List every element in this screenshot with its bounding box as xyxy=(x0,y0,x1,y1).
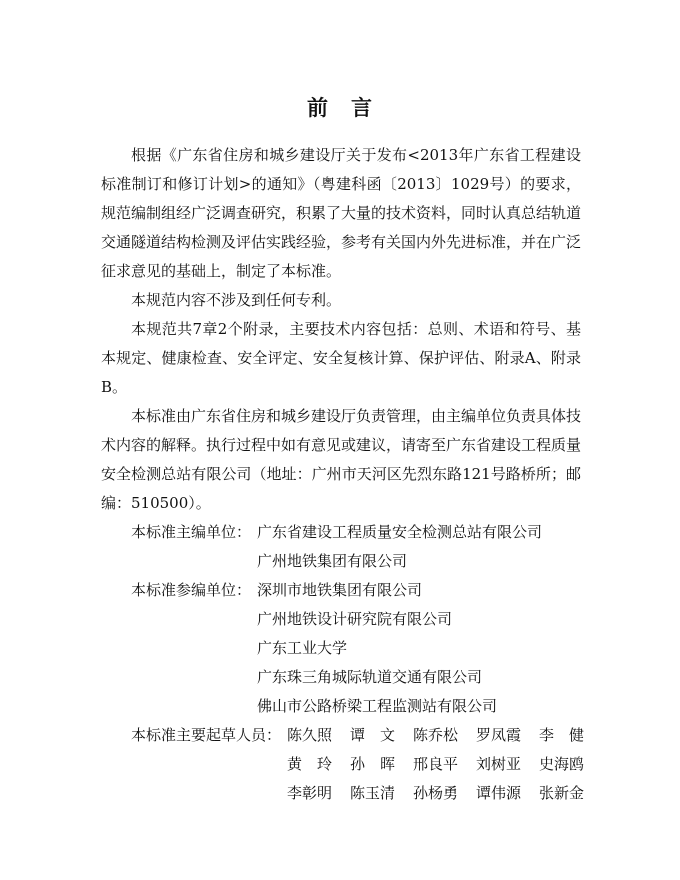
participant-row xyxy=(101,663,581,692)
participant-unit: 广东珠三角城际轨道交通有限公司 xyxy=(257,668,483,686)
participant-unit: 广州地铁设计研究院有限公司 xyxy=(257,610,453,628)
drafter-name: 黄 玲 xyxy=(287,755,333,773)
paragraph-patent: 本规范内容不涉及到任何专利。 xyxy=(131,291,342,309)
drafters-block xyxy=(101,721,585,808)
drafter-name: 陈玉清 xyxy=(350,784,396,802)
drafter-name: 邢良平 xyxy=(413,755,459,773)
paragraph-management: 本标准由广东省住房和城乡建设厅负责管理，由主编单位负责具体技术内容的解释。执行过程中如有意见或建议，请寄至广东省建设工程质量安全检测总站有限公司（地址：广州市天河区先烈东路121号路桥所；邮编：510500）。 xyxy=(101,407,582,512)
drafter-name: 李 健 xyxy=(539,726,585,744)
chief-editor-unit: 广州地铁集团有限公司 xyxy=(257,552,408,570)
drafter-name: 孙杨勇 xyxy=(413,784,459,802)
drafter-name: 陈乔松 xyxy=(413,726,459,744)
drafter-name: 史海鸥 xyxy=(539,755,585,773)
participant-row xyxy=(101,576,581,605)
participant-row xyxy=(101,634,581,663)
chief-editor-unit: 广东省建设工程质量安全检测总站有限公司 xyxy=(257,523,543,541)
drafters-line xyxy=(287,750,584,779)
participant-row xyxy=(101,605,581,634)
participant-unit: 佛山市公路桥梁工程监测站有限公司 xyxy=(257,697,498,715)
drafters-label: 本标准主要起草人员： xyxy=(131,726,282,744)
chief-editor-row xyxy=(101,547,581,576)
drafters-line xyxy=(287,779,584,808)
drafter-name: 罗凤霞 xyxy=(476,726,522,744)
participant-label: 本标准参编单位： xyxy=(131,581,252,599)
foreword-body xyxy=(101,141,585,808)
paragraph-contents: 本规范共7章2个附录，主要技术内容包括：总则、术语和符号、基本规定、健康检查、安全评定、安全复核计算、保护评估、附录A、附录B。 xyxy=(101,320,581,396)
participant-unit: 广东工业大学 xyxy=(257,639,348,657)
drafters-line xyxy=(287,721,584,750)
title-char-2: 言 xyxy=(351,96,373,120)
page-title xyxy=(0,92,680,122)
participant-row xyxy=(101,692,581,721)
drafter-name: 李彰明 xyxy=(287,784,333,802)
drafter-name: 孙 晖 xyxy=(350,755,396,773)
chief-editor-row xyxy=(101,518,581,547)
drafters-names xyxy=(287,721,584,808)
drafter-name: 刘树亚 xyxy=(476,755,522,773)
chief-editor-label: 本标准主编单位： xyxy=(131,523,252,541)
title-char-1: 前 xyxy=(307,96,329,120)
drafter-name: 谭 文 xyxy=(350,726,396,744)
drafter-name: 张新金 xyxy=(539,784,585,802)
participant-unit: 深圳市地铁集团有限公司 xyxy=(257,581,423,599)
drafter-name: 谭伟源 xyxy=(476,784,522,802)
paragraph-background: 根据《广东省住房和城乡建设厅关于发布<2013年广东省工程建设标准制订和修订计划>的通知》（粤建科函〔2013〕1029号）的要求，规范编制组经广泛调查研究，积累了大量的技术资料，同时认真总结轨道交通隧道结构检测及评估实践经验，参考有关国内外先进标准，并在广泛征求意见的基础上，制定了本标准。 xyxy=(101,146,582,280)
drafter-name: 陈久照 xyxy=(287,726,333,744)
